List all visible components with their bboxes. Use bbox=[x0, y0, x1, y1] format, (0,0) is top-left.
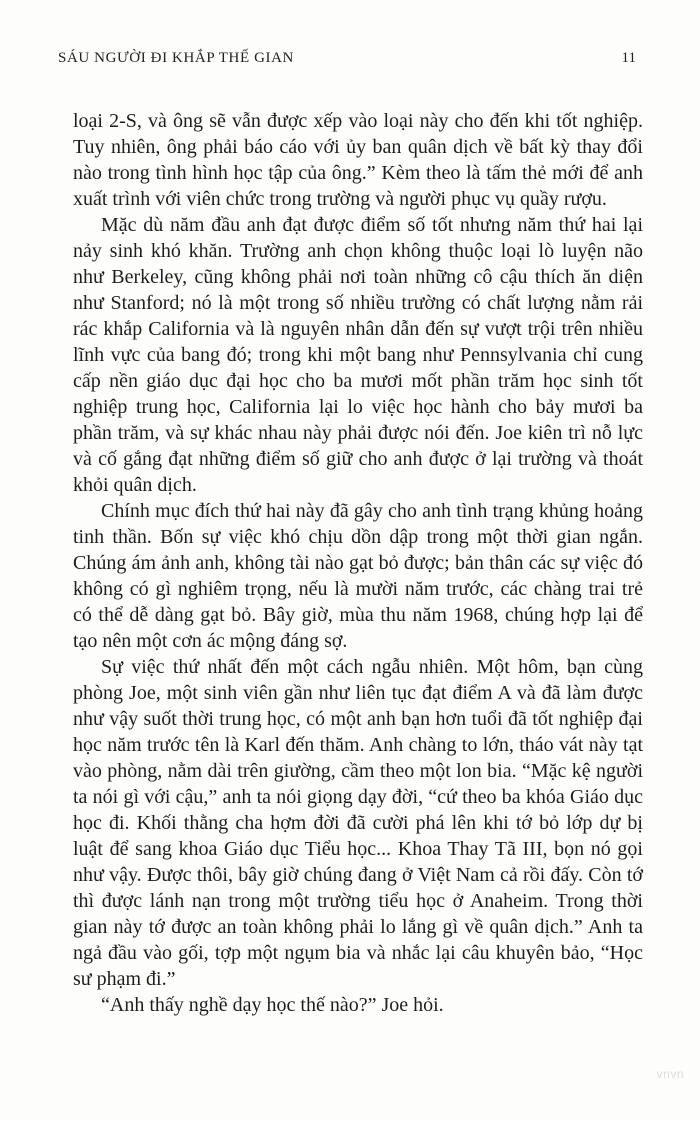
page-number: 11 bbox=[621, 50, 636, 66]
body-text bbox=[73, 108, 643, 1018]
paragraph: Mặc dù năm đầu anh đạt được điểm số tốt nhưng năm thứ hai lại nảy sinh khó khăn. Trường anh chọn không thuộc loại lò luyện não như Berkeley, cũng không phải nơi toàn những cô cậu thích ăn diện như Stanford; nó là một trong số nhiều trường có chất lượng nằm rải rác khắp California và là nguyên nhân dẫn đến sự vượt trội trên nhiều lĩnh vực của bang đó; trong khi một bang như Pennsylvania chỉ cung cấp nền giáo dục đại học cho ba mươi mốt phần trăm học sinh tốt nghiệp trung học, California lại lo việc học hành cho bảy mươi ba phần trăm, và sự khác nhau này phải được nói đến. Joe kiên trì nỗ lực và cố gắng đạt những điểm số giữ cho anh được ở lại trường và thoát khỏi quân dịch. bbox=[73, 214, 643, 496]
chapter-title: SÁU NGƯỜI ĐI KHẮP THẾ GIAN bbox=[58, 50, 294, 66]
paragraph: Chính mục đích thứ hai này đã gây cho anh tình trạng khủng hoảng tinh thần. Bốn sự việc khó chịu dồn dập trong một thời gian ngắn. Chúng ám ảnh anh, không tài nào gạt bỏ được; bản thân các sự việc đó không có gì nghiêm trọng, nếu là mười năm trước, các chàng trai trẻ có thể dễ dàng gạt bỏ. Bây giờ, mùa thu năm 1968, chúng hợp lại để tạo nên một cơn ác mộng đáng sợ. bbox=[73, 500, 643, 652]
running-header bbox=[58, 50, 636, 72]
paragraph: loại 2-S, và ông sẽ vẫn được xếp vào loại này cho đến khi tốt nghiệp. Tuy nhiên, ông phải báo cáo với ủy ban quân dịch về bất kỳ thay đổi nào trong tình hình học tập của ông.” Kèm theo là tấm thẻ mới để anh xuất trình với viên chức trong trường và người phục vụ quầy rượu. bbox=[73, 110, 643, 210]
paragraph: Sự việc thứ nhất đến một cách ngẫu nhiên. Một hôm, bạn cùng phòng Joe, một sinh viên gần như liên tục đạt điểm A và đã làm được như vậy suốt thời trung học, có một anh bạn hơn tuổi đã tốt nghiệp đại học năm trước tên là Karl đến thăm. Anh chàng to lớn, tháo vát này tạt vào phòng, nằm dài trên giường, cầm theo một lon bia. “Mặc kệ người ta nói gì với cậu,” anh ta nói giọng dạy đời, “cứ theo ba khóa Giáo dục học đi. Khối thằng cha hợm đời đã cười phá lên khi tớ bỏ lớp dự bị luật để sang khoa Giáo dục Tiểu học... Khoa Thay Tã III, bọn nó gọi như vậy. Được thôi, bây giờ chúng đang ở Việt Nam cả rồi đấy. Còn tớ thì được lánh nạn trong một trường tiểu học ở Anaheim. Trong thời gian này tớ được an toàn không phải lo lắng gì về quân dịch.” Anh ta ngả đầu vào gối, tợp một ngụm bia và nhắc lại câu khuyên bảo, “Học sư phạm đi.” bbox=[73, 656, 643, 990]
watermark: vnvn bbox=[656, 1067, 684, 1081]
paragraph: “Anh thấy nghề dạy học thế nào?” Joe hỏi. bbox=[101, 994, 444, 1016]
